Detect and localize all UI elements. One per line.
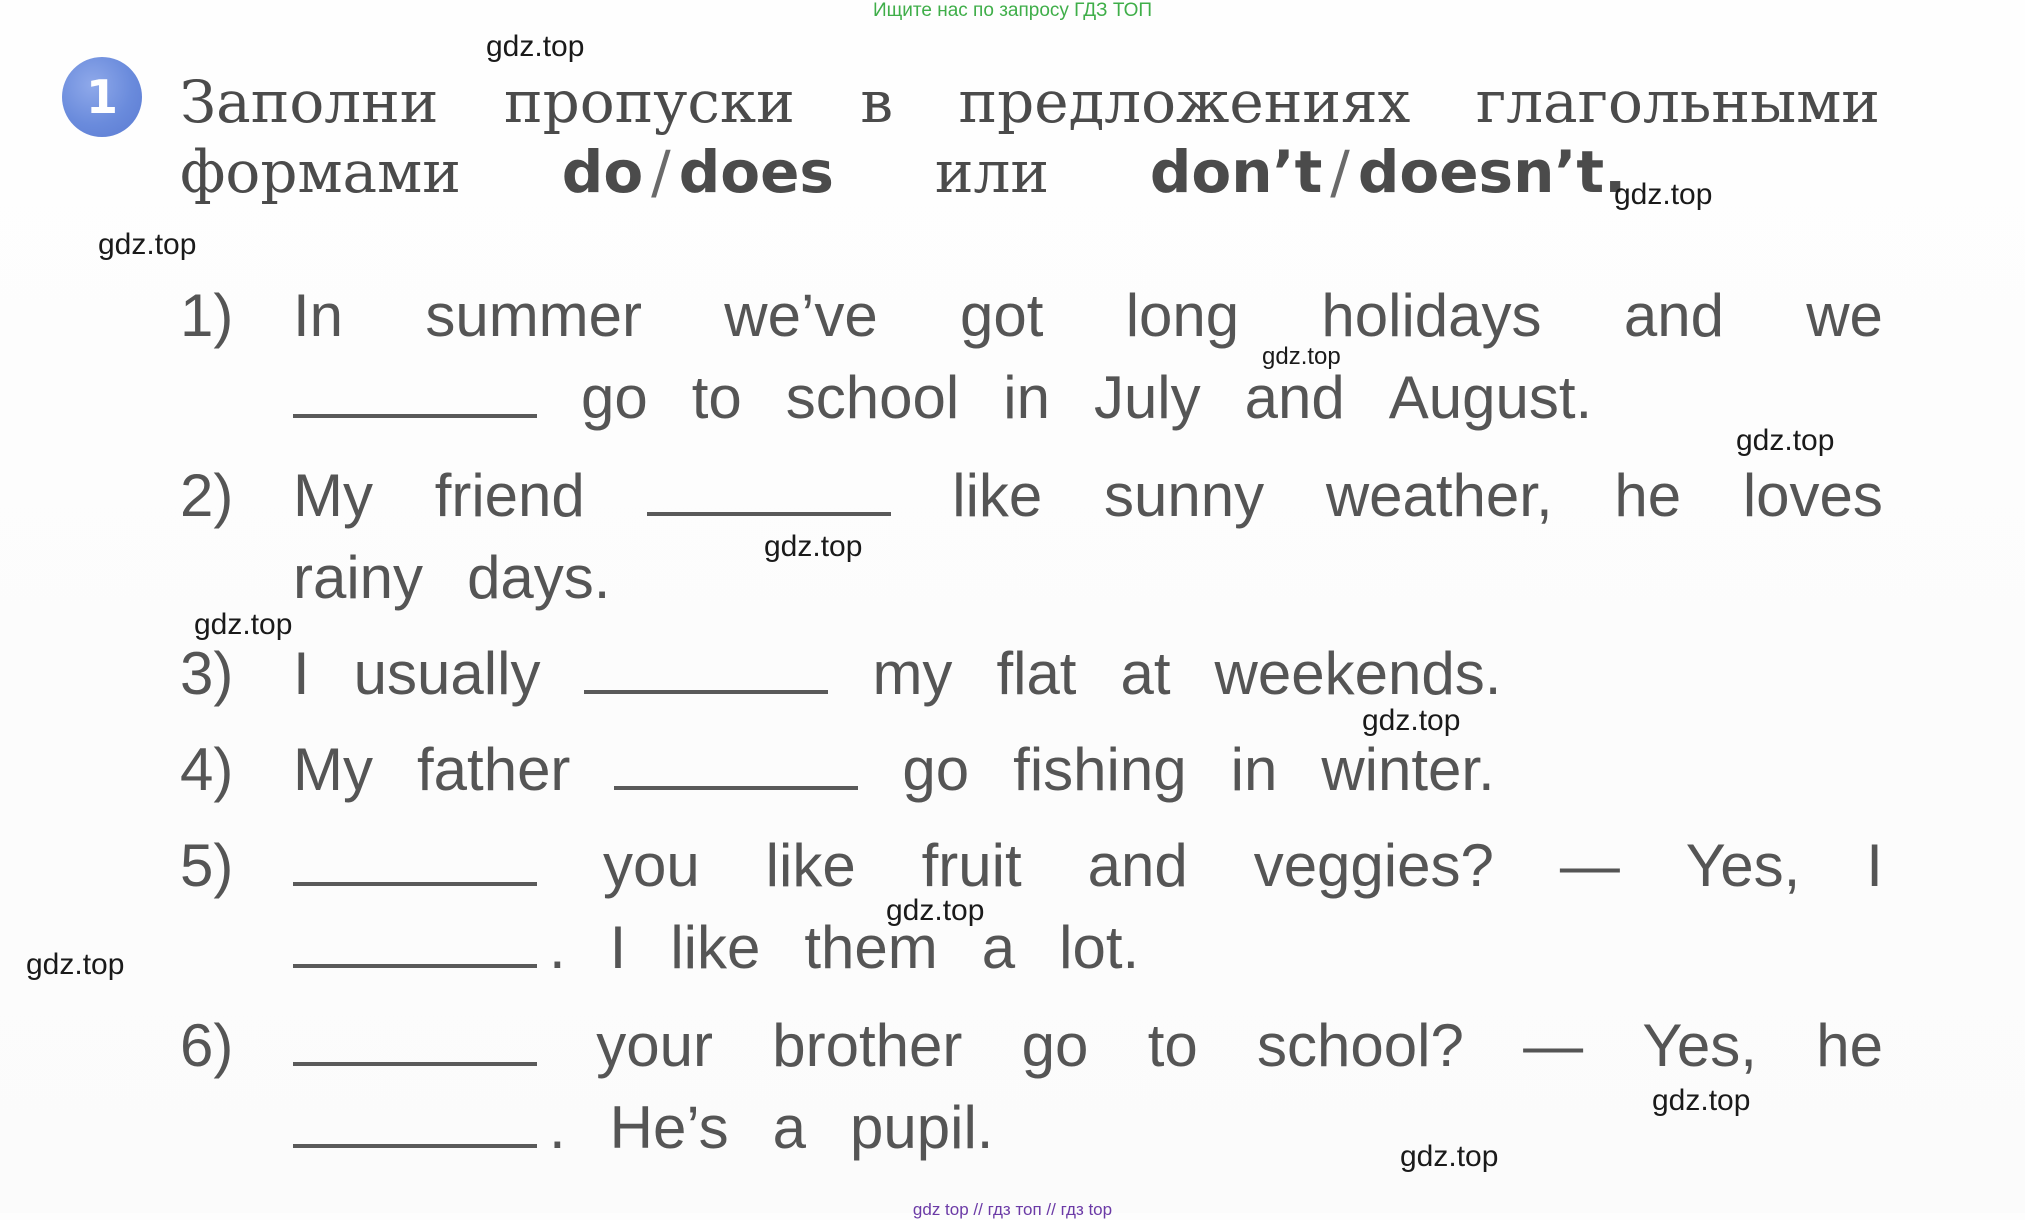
verb-doesnt: doesn’t	[1357, 138, 1605, 206]
word: He’s	[609, 1094, 729, 1161]
search-banner: Ищите нас по запросу ГДЗ ТОП	[872, 0, 1153, 21]
watermark: gdz.top	[886, 894, 985, 927]
instruction-line-1	[180, 68, 1880, 136]
item-1-line-1	[293, 280, 1883, 352]
item-number: 5)	[180, 832, 234, 899]
word: In	[293, 282, 344, 349]
word: your	[596, 1012, 713, 1079]
instruction-word: предложениях	[958, 68, 1411, 136]
instruction-word: пропуски	[503, 68, 795, 136]
instruction-word: в	[860, 68, 893, 136]
item-5-line-1	[293, 830, 1883, 902]
answer-blank[interactable]	[293, 362, 537, 418]
period: .	[549, 1094, 566, 1161]
word: winter.	[1321, 736, 1495, 803]
word: usually	[353, 640, 541, 707]
word: rainy	[293, 544, 424, 611]
word: Yes,	[1685, 832, 1801, 899]
word: to	[691, 364, 742, 431]
item-5-line-2	[293, 912, 1883, 984]
word: like	[670, 914, 761, 981]
word: fishing	[1013, 736, 1187, 803]
word: pupil.	[850, 1094, 994, 1161]
answer-blank[interactable]	[293, 912, 537, 968]
watermark: gdz.top	[26, 948, 125, 981]
word: school	[785, 364, 960, 431]
word: August.	[1388, 364, 1593, 431]
word: weather,	[1325, 462, 1553, 529]
item-6-line-1	[293, 1010, 1883, 1082]
word: My	[293, 462, 373, 529]
word: at	[1120, 640, 1171, 707]
answer-blank[interactable]	[293, 830, 537, 886]
word: got	[959, 282, 1044, 349]
item-1-line-2	[293, 362, 1883, 434]
word: friend	[434, 462, 585, 529]
word: in	[1003, 364, 1050, 431]
instruction-word: глагольными	[1475, 68, 1880, 136]
word: we	[1806, 282, 1883, 349]
word: like	[952, 462, 1043, 529]
exercise-number-badge: 1	[62, 57, 142, 137]
watermark: gdz.top	[1736, 424, 1835, 457]
word: lot.	[1059, 914, 1140, 981]
answer-blank[interactable]	[614, 734, 858, 790]
instruction-or: или	[934, 138, 1049, 206]
word: a	[981, 914, 1016, 981]
verb-dont: don’t	[1149, 138, 1323, 206]
word: a	[772, 1094, 806, 1161]
word: and	[1244, 364, 1345, 431]
word: my	[872, 640, 953, 707]
word: and	[1623, 282, 1724, 349]
instruction-period: .	[1604, 138, 1627, 206]
instruction-word: Заполни	[180, 68, 439, 136]
period: .	[549, 914, 566, 981]
word: in	[1230, 736, 1278, 803]
answer-blank[interactable]	[584, 638, 828, 694]
word: go	[581, 364, 648, 431]
slash: /	[651, 138, 671, 206]
word: Yes,	[1642, 1012, 1757, 1079]
watermark: gdz.top	[1262, 343, 1341, 370]
word: —	[1523, 1012, 1584, 1079]
word: like	[765, 832, 856, 899]
word: summer	[425, 282, 643, 349]
word: them	[804, 914, 938, 981]
item-number: 3)	[180, 640, 234, 707]
word: —	[1559, 832, 1620, 899]
watermark: gdz.top	[98, 228, 197, 261]
watermark: gdz.top	[1614, 178, 1713, 211]
item-number: 6)	[180, 1012, 234, 1079]
answer-blank[interactable]	[293, 1010, 537, 1066]
item-6-line-2	[293, 1092, 1883, 1164]
word: weekends.	[1214, 640, 1502, 707]
watermark: gdz.top	[486, 30, 585, 63]
item-number: 1)	[180, 282, 234, 349]
item-2-line-2	[293, 542, 1883, 614]
word: My	[293, 736, 373, 803]
word: sunny	[1103, 462, 1265, 529]
word: and	[1087, 832, 1188, 899]
word: school?	[1257, 1012, 1464, 1079]
watermark: gdz.top	[1362, 704, 1461, 737]
word: loves	[1742, 462, 1883, 529]
watermark: gdz.top	[764, 530, 863, 563]
item-number: 4)	[180, 736, 234, 803]
word: veggies?	[1253, 832, 1494, 899]
item-4-line	[293, 734, 1883, 806]
word: he	[1816, 1012, 1883, 1079]
word: I	[1866, 832, 1883, 899]
word: go	[902, 736, 970, 803]
footer-watermark: gdz top // гдз топ // гдз top	[912, 1200, 1113, 1219]
word: go	[1021, 1012, 1089, 1079]
item-3-line	[293, 638, 1883, 710]
verb-do: do	[561, 138, 644, 206]
word: we’ve	[724, 282, 878, 349]
word: fruit	[921, 832, 1022, 899]
word: you	[602, 832, 700, 899]
word: he	[1614, 462, 1682, 529]
word: days.	[467, 544, 611, 611]
word: brother	[772, 1012, 963, 1079]
answer-blank[interactable]	[293, 1092, 537, 1148]
instruction-word: формами	[180, 138, 461, 206]
word: flat	[996, 640, 1077, 707]
word: I	[293, 640, 310, 707]
word: father	[416, 736, 571, 803]
answer-blank[interactable]	[647, 460, 891, 516]
verb-does: does	[678, 138, 834, 206]
watermark: gdz.top	[1400, 1140, 1499, 1173]
watermark: gdz.top	[1652, 1084, 1751, 1117]
watermark: gdz.top	[194, 608, 293, 641]
word: to	[1147, 1012, 1198, 1079]
slash: /	[1330, 138, 1350, 206]
word: I	[609, 914, 627, 981]
item-number: 2)	[180, 462, 234, 529]
word: holidays	[1321, 282, 1542, 349]
word: July	[1093, 364, 1201, 431]
word: long	[1125, 282, 1240, 349]
item-2-line-1	[293, 460, 1883, 532]
